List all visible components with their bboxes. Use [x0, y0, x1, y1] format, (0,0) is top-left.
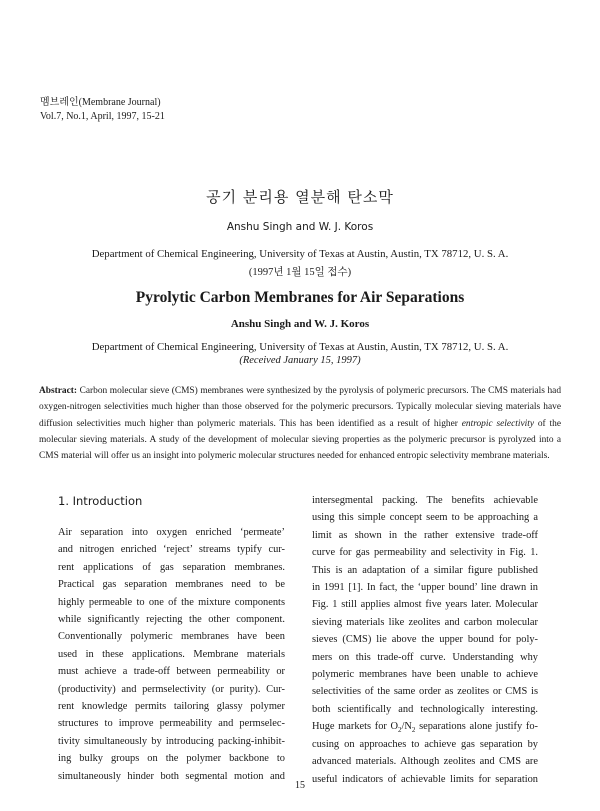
english-title: Pyrolytic Carbon Membranes for Air Separations — [135, 289, 465, 306]
korean-authors: Anshu Singh and W. J. Koros — [226, 221, 374, 233]
page-number: 15 — [295, 780, 305, 791]
english-affiliation: Department of Chemical Engineering, University of Texas at Austin, Austin, TX 78712, U. S. A. — [91, 341, 509, 353]
body-text-line: intersegmental packing. The benefits achievable — [312, 495, 538, 506]
body-text-line: polymeric membranes have been unable to achieve — [312, 669, 538, 681]
body-text-line: in 1991 [1]. In fact, the ‘upper bound’ line drawn in — [312, 582, 538, 594]
body-text-line: must achieve a trade-off between permeability or — [58, 666, 285, 678]
korean-affiliation: Department of Chemical Engineering, University of Texas at Austin, Austin, TX 78712, U. S. A. — [91, 248, 509, 260]
body-text-line: rent knowledge permits tailoring glassy polymer — [58, 701, 285, 713]
korean-title: 공기 분리용 열분해 탄소막 — [206, 188, 394, 206]
english-received: (Received January 15, 1997) — [239, 355, 361, 366]
body-text-line: highly permeable to one of the mixture components — [58, 596, 285, 608]
abstract-label: Abstract: — [39, 386, 78, 396]
body-text-line: Huge markets for $O_2/N_2$ separations alone justify fo- — [312, 721, 538, 735]
body-text-line: Conventionally polymeric membranes have been — [58, 631, 285, 643]
abstract-text-part-2: of the molecular sieving materials. A study of the development of molecular sieving properties as the polymeric precursor is pyrolyzed into a CMS material will offer us an insight into polymeric molecular structures needed for enhanced entropic selectivity membrane materials. — [39, 418, 561, 462]
right-column — [312, 492, 538, 788]
body-text-line: while significantly rejecting the other component. — [58, 614, 285, 626]
abstract-text-part-1: Carbon molecular sieve (CMS) membranes were synthesized by the pyrolysis of polymeric precursors. The CMS materials had oxygen-nitrogen selectivities much higher than those observed for the polymeric precursors. Typically molecular sieving materials have diffusion selectivities much higher than polymeric materials. This has been identified as a result of higher — [39, 386, 562, 429]
body-text-line: structures to improve permeability and permselec- — [58, 718, 285, 730]
journal-volume: Vol.7, No.1, April, 1997, 15-21 — [40, 111, 165, 122]
body-text-line: cusing on approaches to achieve gas separation by — [312, 738, 538, 750]
body-text-line: sieves (CMS) lie above the upper bound for poly- — [312, 634, 538, 646]
body-text-line: used in these applications. Membrane materials — [58, 648, 285, 660]
abstract-emphasis: entropic selectivity — [461, 418, 534, 429]
body-text-line: curve for gas permeability and selectivity in Fig. 1. — [312, 547, 538, 559]
body-text-line: and nitrogen enriched ‘reject’ streams typify cur- — [58, 544, 285, 556]
body-text-line: advanced materials. Although zeolites and CMS are — [312, 756, 538, 768]
body-text-line: Air separation into oxygen enriched ‘permeate’ — [58, 527, 285, 538]
body-text-line: simultaneously hinder both segmental motion and — [58, 770, 285, 782]
journal-name: 멤브레인(Membrane Journal) — [40, 97, 161, 108]
body-text-line: rent applications of gas separation membranes. — [58, 561, 285, 573]
abstract — [39, 383, 561, 464]
body-text-line: sieving materials like zeolites and carbon molecular — [312, 616, 538, 628]
body-text-line: limit as shown in the rather extensive trade-off — [312, 529, 538, 541]
body-text-line: using this simple concept seem to be approaching a — [312, 512, 538, 524]
body-text-line: This is an adaptation of a similar figure published — [312, 564, 538, 576]
body-text-line: selectivities of the same order as zeolites or CMS is — [312, 686, 538, 698]
english-authors: Anshu Singh and W. J. Koros — [230, 318, 370, 330]
section-heading: 1. Introduction — [58, 494, 143, 508]
body-text-line: Fig. 1 still applies almost five years later. Molecular — [312, 599, 538, 611]
journal-info — [40, 96, 165, 124]
body-text-line: Practical gas separation membranes need to be — [58, 579, 285, 591]
body-text-line: useful indicators of achievable limits for separation — [312, 773, 538, 785]
left-column — [58, 524, 285, 785]
body-text-line: mers on this trade-off curve. Understanding why — [312, 651, 538, 663]
body-text-line: tivity simultaneously by introducing packing-inhibit- — [58, 735, 285, 747]
body-text-line: (productivity) and permselectivity (or purity). Cur- — [58, 683, 285, 695]
korean-received: (1997년 1월 15일 접수) — [248, 267, 352, 278]
body-text-line: ing bulky groups on the polymer backbone to — [58, 753, 285, 765]
body-text-line: both scientifically and technologically interesting. — [312, 703, 538, 715]
